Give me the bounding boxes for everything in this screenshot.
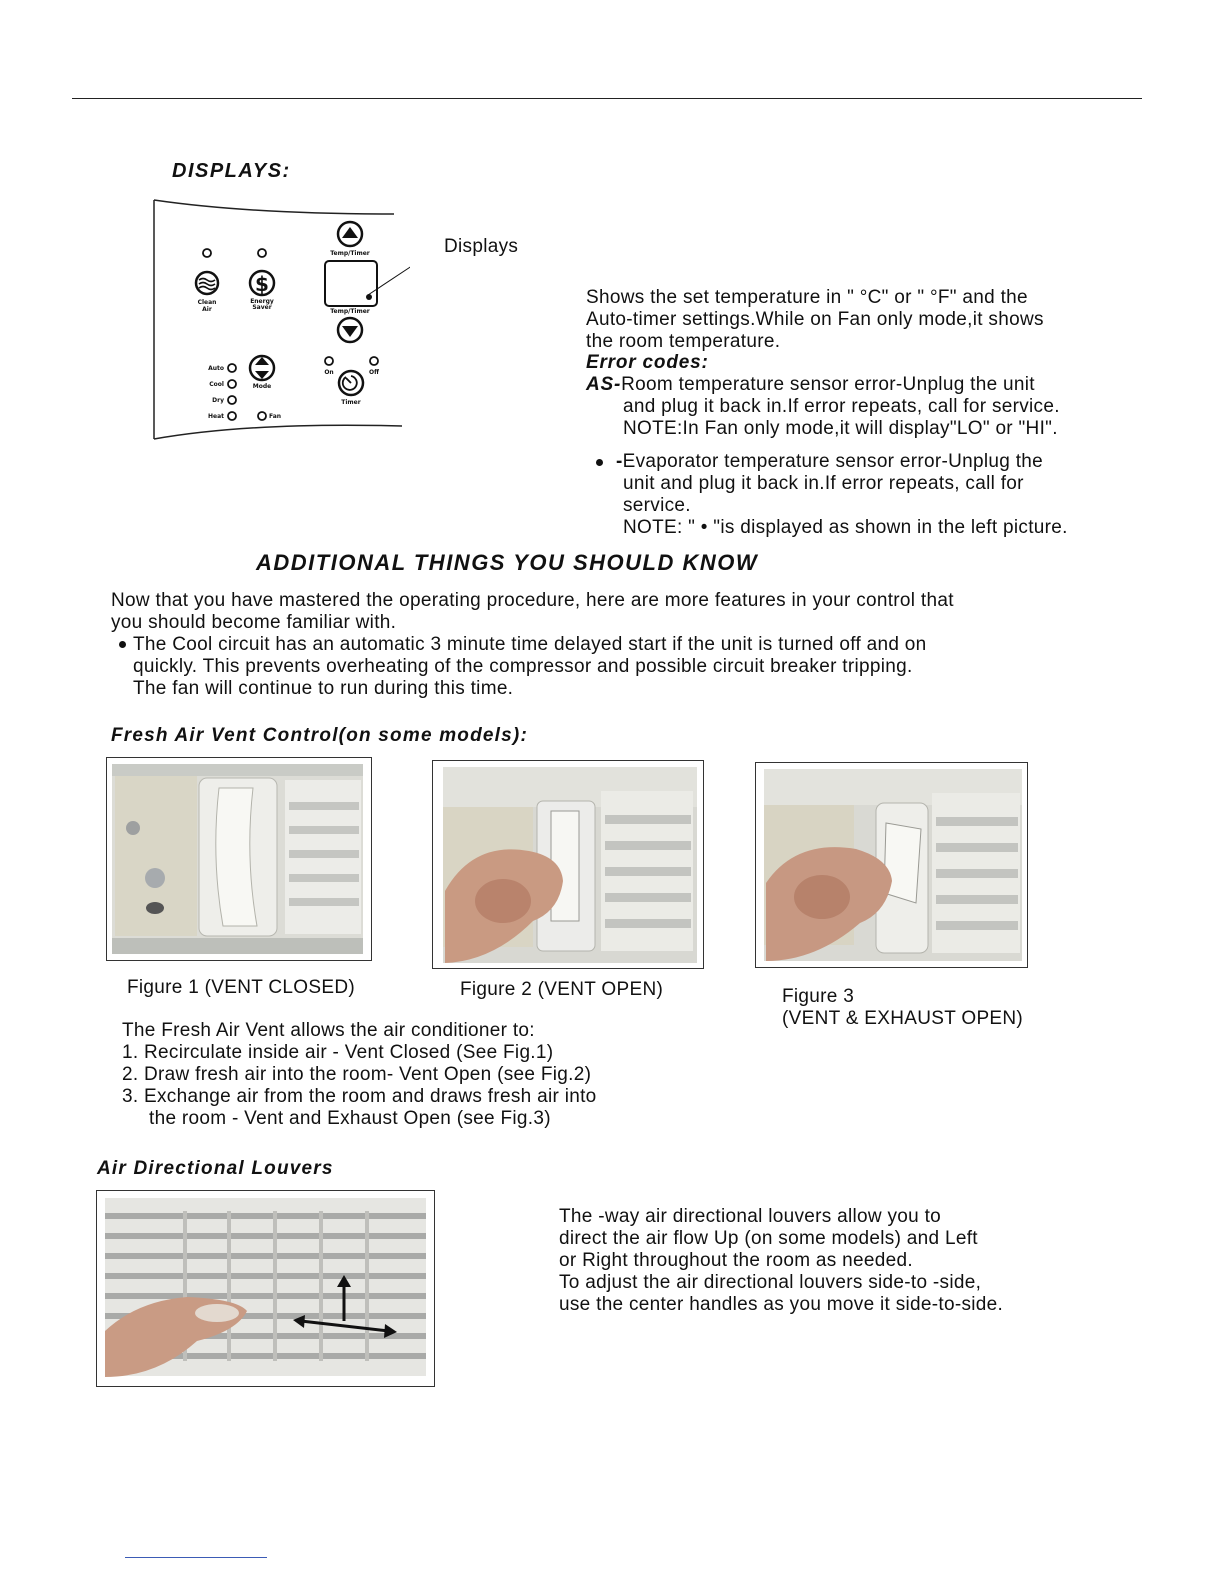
temp-down-icon <box>338 318 362 342</box>
mode-dry-label: Dry <box>212 397 224 404</box>
fresh-air-item-2: 2. Draw fresh air into the room- Vent Open (see Fig.2) <box>122 1064 592 1085</box>
louvers-desc-3: or Right throughout the room as needed. <box>559 1250 913 1271</box>
figure-3-photo <box>755 762 1028 968</box>
mode-auto-label: Auto <box>208 365 224 372</box>
louvers-desc-4: To adjust the air directional louvers side-to -side, <box>559 1272 982 1293</box>
dot-note: NOTE: " • "is displayed as shown in the left picture. <box>623 517 1068 538</box>
timer-icon <box>339 371 363 395</box>
top-rule <box>72 98 1142 99</box>
louvers-heading: Air Directional Louvers <box>97 1158 334 1179</box>
as-code: AS- <box>586 374 622 395</box>
clean-air-label: Clean <box>197 299 217 306</box>
figure-2-caption: Figure 2 (VENT OPEN) <box>460 979 664 1000</box>
figure-3-caption-1: Figure 3 <box>782 986 855 1007</box>
svg-text:$: $ <box>255 272 269 296</box>
fan-label: Fan <box>269 413 282 420</box>
additional-bullet-3: The fan will continue to run during this time. <box>133 678 514 699</box>
additional-bullet-1: The Cool circuit has an automatic 3 minute time delayed start if the unit is turned off and on <box>133 634 927 655</box>
figure-3-caption-2: (VENT & EXHAUST OPEN) <box>782 1008 1024 1029</box>
error-codes-heading: Error codes: <box>586 352 709 373</box>
mode-heat-label: Heat <box>207 413 224 420</box>
louvers-photo <box>96 1190 435 1387</box>
clean-air-indicator <box>203 249 211 257</box>
fan-indicator <box>258 412 266 420</box>
louvers-desc-2: direct the air flow Up (on some models) and Left <box>559 1228 978 1249</box>
displays-heading: DISPLAYS: <box>172 160 291 182</box>
energy-saver-label: Energy <box>250 298 274 305</box>
dollar-icon <box>250 271 274 296</box>
as-desc-1: Room temperature sensor error-Unplug the unit <box>621 374 1035 395</box>
displays-callout: Displays <box>444 236 519 257</box>
mode-cool-label: Cool <box>209 381 224 388</box>
louvers-desc-1: The -way air directional louvers allow you to <box>559 1206 942 1227</box>
fresh-air-intro: The Fresh Air Vent allows the air conditioner to: <box>122 1020 535 1041</box>
display-desc-1: Shows the set temperature in " °C" or " °F" and the <box>586 287 1028 308</box>
clean-air-icon <box>196 272 218 294</box>
display-desc-3: the room temperature. <box>586 331 781 352</box>
mode-icon <box>250 356 274 380</box>
fresh-air-heading: Fresh Air Vent Control(on some models): <box>111 725 528 746</box>
fresh-air-item-1: 1. Recirculate inside air - Vent Closed (See Fig.1) <box>122 1042 554 1063</box>
bullet-dot-icon <box>596 459 603 466</box>
figure-1-photo <box>106 757 372 961</box>
temp-up-icon <box>338 222 362 246</box>
svg-text:Saver: Saver <box>252 304 272 311</box>
dot-desc-2: unit and plug it back in.If error repeats, call for <box>623 473 1024 494</box>
svg-text:Air: Air <box>202 306 212 313</box>
temp-timer-down-label: Temp/Timer <box>330 308 370 315</box>
additional-intro-1: Now that you have mastered the operating procedure, here are more features in your control that <box>111 590 954 611</box>
fresh-air-item-3a: 3. Exchange air from the room and draws fresh air into <box>122 1086 597 1107</box>
footer-underline <box>125 1557 267 1558</box>
as-desc-2: and plug it back in.If error repeats, call for service. <box>623 396 1060 417</box>
figure-2-photo <box>432 760 704 969</box>
temp-timer-up-label: Temp/Timer <box>330 250 370 257</box>
display-desc-2: Auto-timer settings.While on Fan only mode,it shows <box>586 309 1044 330</box>
dot-code: - <box>616 451 623 472</box>
timer-label: Timer <box>341 399 361 406</box>
off-label: Off <box>369 369 379 376</box>
control-panel-diagram <box>150 196 410 444</box>
additional-heading: ADDITIONAL THINGS YOU SHOULD KNOW <box>256 550 759 575</box>
on-label: On <box>324 369 334 376</box>
mode-label: Mode <box>252 383 272 390</box>
fresh-air-item-3b: the room - Vent and Exhaust Open (see Fig.3) <box>149 1108 551 1129</box>
additional-intro-2: you should become familiar with. <box>111 612 397 633</box>
louvers-desc-5: use the center handles as you move it side-to-side. <box>559 1294 1004 1315</box>
as-note: NOTE:In Fan only mode,it will display"LO" or "HI". <box>623 418 1058 439</box>
dot-desc-3: service. <box>623 495 691 516</box>
figure-1-caption: Figure 1 (VENT CLOSED) <box>127 977 355 998</box>
bullet-icon <box>119 641 126 648</box>
additional-bullet-2: quickly. This prevents overheating of the compressor and possible circuit breaker tripping. <box>133 656 913 677</box>
energy-saver-indicator <box>258 249 266 257</box>
dot-desc-1: Evaporator temperature sensor error-Unplug the <box>622 451 1044 472</box>
